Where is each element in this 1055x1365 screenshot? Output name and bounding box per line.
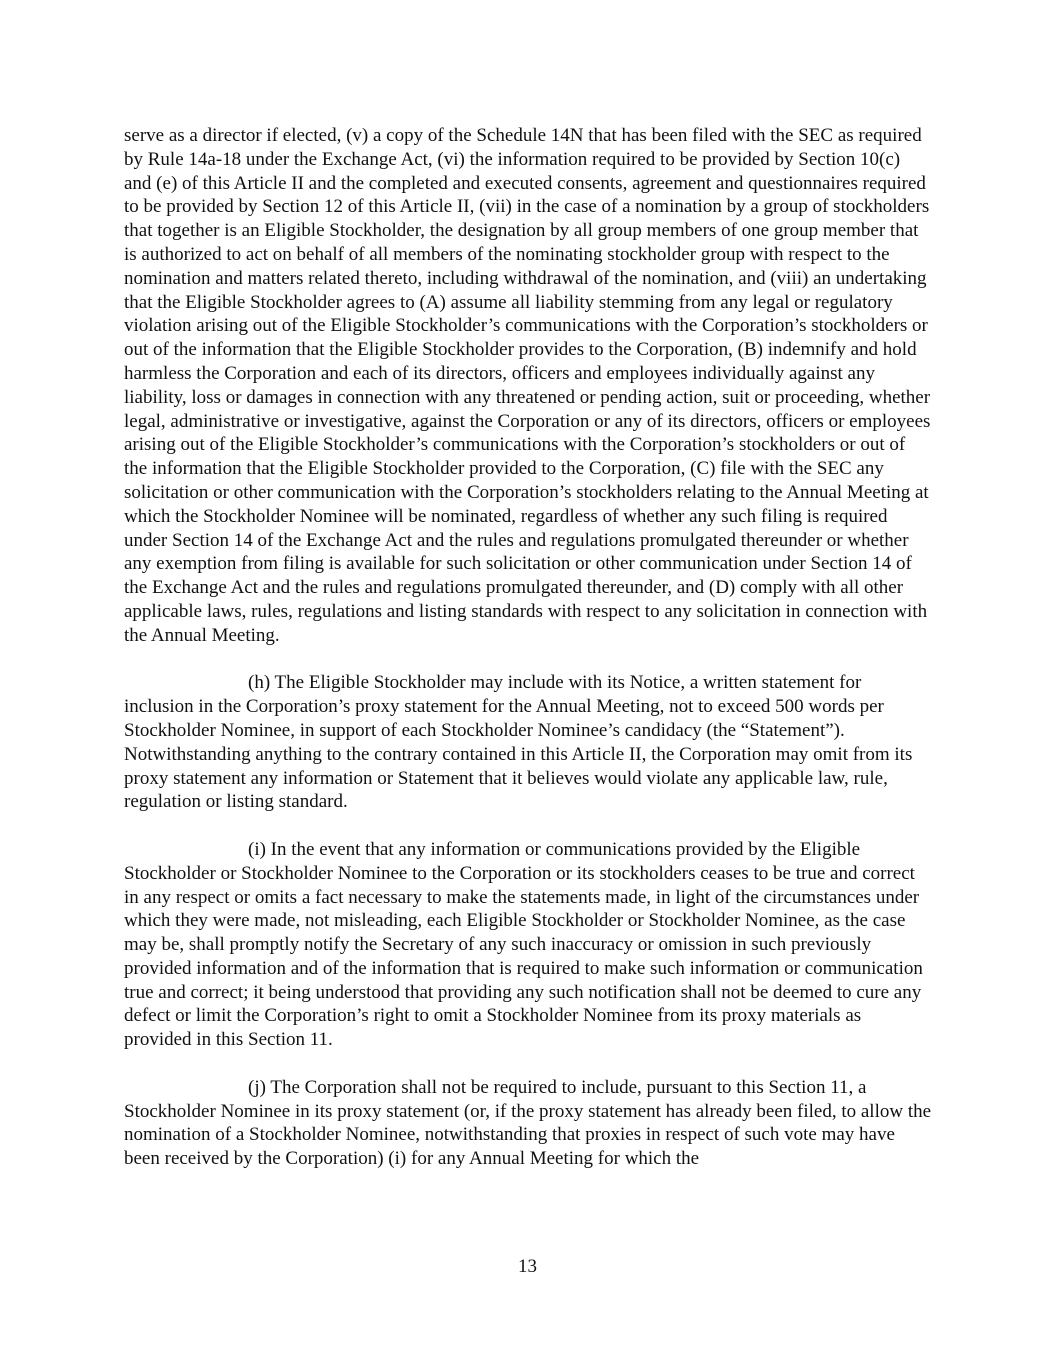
page-number: 13 — [518, 1256, 537, 1277]
paragraph-j: (j) The Corporation shall not be required to include, pursuant to this Section 11, a Stockholder Nominee in its proxy statement (or, if the proxy statement has already been filed, to allow the nomination of a Stockholder Nominee, notwithstanding that proxies in respect of such vote may have been received by the Corporation) (i) for any Annual Meeting for which the — [124, 1076, 932, 1170]
paragraph-h: (h) The Eligible Stockholder may include with its Notice, a written statement for inclusion in the Corporation’s proxy statement for the Annual Meeting, not to exceed 500 words per Stockholder Nominee, in support of each Stockholder Nominee’s candidacy (the “Statement”). Notwithstanding anything to the contrary contained in this Article II, the Corporation may omit from its proxy statement any information or Statement that it believes would violate any applicable law, rule, regulation or listing standard. — [124, 672, 913, 813]
document-body — [124, 124, 932, 1195]
paragraph-continuation: serve as a director if elected, (v) a copy of the Schedule 14N that has been filed with the SEC as required by Rule 14a-18 under the Exchange Act, (vi) the information required to be provided by Section 10(c) and (e) of this Article II and the completed and executed consents, agreement and questionnaires required to be provided by Section 12 of this Article II, (vii) in the case of a nomination by a group of stockholders that together is an Eligible Stockholder, the designation by all group members of one group member that is authorized to act on behalf of all members of the nominating stockholder group with respect to the nomination and matters related thereto, including withdrawal of the nomination, and (viii) an undertaking that the Eligible Stockholder agrees to (A) assume all liability stemming from any legal or regulatory violation arising out of the Eligible Stockholder’s communications with the Corporation’s stockholders or out of the information that the Eligible Stockholder provides to the Corporation, (B) indemnify and hold harmless the Corporation and each of its directors, officers and employees individually against any liability, loss or damages in connection with any threatened or pending action, suit or proceeding, whether legal, administrative or investigative, against the Corporation or any of its directors, officers or employees arising out of the Eligible Stockholder’s communications with the Corporation’s stockholders or out of the information that the Eligible Stockholder provided to the Corporation, (C) file with the SEC any solicitation or other communication with the Corporation’s stockholders relating to the Annual Meeting at which the Stockholder Nominee will be nominated, regardless of whether any such filing is required under Section 14 of the Exchange Act and the rules and regulations promulgated thereunder or whether any exemption from filing is available for such solicitation or other communication under Section 14 of the Exchange Act and the rules and regulations promulgated thereunder, and (D) comply with all other applicable laws, rules, regulations and listing standards with respect to any solicitation in connection with the Annual Meeting. — [124, 125, 931, 646]
paragraph-i: (i) In the event that any information or communications provided by the Eligible Stockholder or Stockholder Nominee to the Corporation or its stockholders ceases to be true and correct in any respect or omits a fact necessary to make the statements made, in light of the circumstances under which they were made, not misleading, each Eligible Stockholder or Stockholder Nominee, as the case may be, shall promptly notify the Secretary of any such inaccuracy or omission in such previously provided information and of the information that is required to make such information or communication true and correct; it being understood that providing any such notification shall not be deemed to cure any defect or limit the Corporation’s right to omit a Stockholder Nominee from its proxy materials as provided in this Section 11. — [124, 838, 923, 1051]
